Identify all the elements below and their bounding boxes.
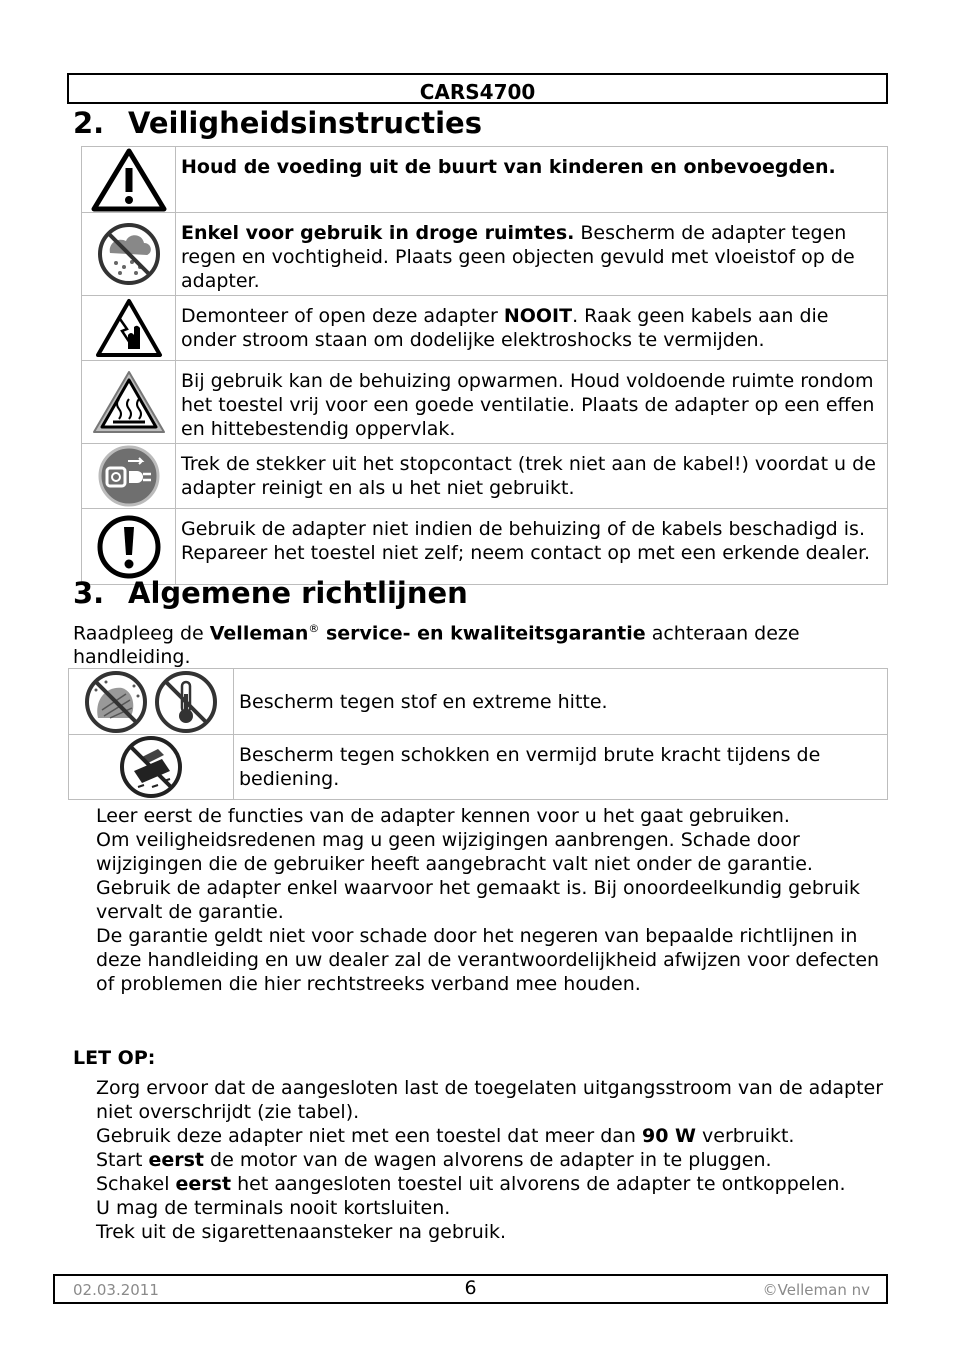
general-text — [234, 735, 888, 800]
unplug-icon — [82, 444, 176, 509]
general-row — [69, 669, 888, 735]
hot-surface-icon — [82, 361, 176, 444]
list-item-text: Schakel — [96, 1173, 176, 1195]
safety-text — [176, 444, 888, 509]
no-dust-no-heat-icon — [69, 669, 234, 735]
section-2-heading — [73, 106, 482, 140]
no-shock-icon — [69, 735, 234, 800]
general-row — [69, 735, 888, 800]
list-item: Leer eerst de functies van de adapter kennen voor u het gaat gebruiken. — [96, 805, 790, 827]
safety-text — [176, 361, 888, 444]
list-item: Om veiligheidsredenen mag u geen wijzigingen aanbrengen. Schade door wijzigingen die de gebruiker heeft aangebracht valt niet onder de garantie. — [96, 829, 813, 875]
safety-body-text: . Raak geen kabels aan die onder stroom staan om dodelijke elektroshocks te vermijden. — [181, 305, 829, 351]
list-item-text: verbruikt. — [696, 1125, 795, 1147]
safety-bold-text: Houd de voeding uit de buurt van kinderen en onbevoegden. — [181, 156, 836, 178]
attention-list — [96, 1076, 886, 1244]
list-item-bold: eerst — [148, 1149, 205, 1171]
safety-text — [176, 147, 888, 213]
intro-paragraph — [73, 617, 888, 669]
list-item-text: Start — [96, 1149, 149, 1171]
no-rain-icon — [82, 213, 176, 296]
safety-table — [81, 146, 888, 585]
list-item: Gebruik de adapter enkel waarvoor het gemaakt is. Bij onoordeelkundig gebruik vervalt de garantie. — [96, 877, 861, 923]
list-item-text: Trek uit de sigarettenaansteker na gebruik. — [96, 1221, 507, 1243]
list-item: De garantie geldt niet voor schade door het negeren van bepaalde richtlijnen in deze handleiding en uw dealer zal de verantwoordelijkheid afwijzen voor defecten of problemen die hier rechtstreeks verband mee houden. — [96, 925, 880, 995]
list-item-text: Zorg ervoor dat de aangesloten last de toegelaten uitgangsstroom van de adapter niet overschrijdt (zie tabel). — [96, 1077, 884, 1123]
section-3-title: Algemene richtlijnen — [128, 576, 468, 610]
safety-bold-text: Enkel voor gebruik in droge ruimtes. — [181, 222, 575, 244]
exclamation-circle-icon — [82, 509, 176, 585]
electric-shock-icon — [82, 296, 176, 361]
intro-text: Raadpleeg de — [73, 622, 210, 645]
section-2-title: Veiligheidsinstructies — [128, 106, 482, 140]
list-item — [96, 1172, 886, 1196]
document-header — [67, 73, 888, 104]
list-item-text: de motor van de wagen alvorens de adapter in te pluggen. — [204, 1149, 772, 1171]
footer-copyright: ©Velleman nv — [762, 1281, 870, 1299]
safety-row — [82, 444, 888, 509]
list-item-text: het aangesloten toestel uit alvorens de adapter te ontkoppelen. — [231, 1173, 846, 1195]
section-2-number: 2. — [73, 106, 105, 140]
list-item-bold: eerst — [175, 1173, 232, 1195]
safety-text — [176, 296, 888, 361]
safety-row — [82, 296, 888, 361]
safety-row — [82, 509, 888, 585]
model-name: CARS4700 — [419, 80, 536, 104]
safety-row — [82, 147, 888, 213]
list-item — [96, 1196, 886, 1220]
intro-bold-text: service- en kwaliteitsgarantie — [319, 622, 646, 645]
section-3-heading — [73, 576, 468, 610]
safety-text — [176, 509, 888, 585]
general-guidelines-list — [96, 804, 886, 996]
list-item-text: Gebruik deze adapter niet met een toestel dat meer dan — [96, 1125, 642, 1147]
list-item — [96, 1220, 886, 1244]
safety-body-text: Gebruik de adapter niet indien de behuizing of de kabels beschadigd is. Repareer het toestel niet zelf; neem contact op met een erkende dealer. — [181, 518, 871, 564]
list-item-bold: 90 W — [641, 1125, 696, 1147]
intro-text: achteraan deze handleiding. — [73, 622, 800, 669]
attention-label: LET OP: — [73, 1047, 156, 1069]
safety-bold-text: NOOIT — [503, 305, 573, 327]
document-footer — [53, 1274, 888, 1304]
safety-body-text: Bescherm de adapter tegen regen en vochtigheid. Plaats geen objecten gevuld met vloeistof op de adapter. — [181, 222, 855, 292]
safety-row — [82, 213, 888, 296]
list-item-text: U mag de terminals nooit kortsluiten. — [96, 1197, 451, 1219]
general-body-text: Bescherm tegen schokken en vermijd brute kracht tijdens de bediening. — [239, 744, 821, 790]
general-body-text: Bescherm tegen stof en extreme hitte. — [239, 690, 608, 713]
list-item — [96, 1076, 886, 1124]
page-number: 6 — [464, 1277, 477, 1299]
list-item — [96, 1124, 886, 1148]
registered-mark: ® — [308, 622, 320, 635]
safety-row — [82, 361, 888, 444]
list-item — [96, 1148, 886, 1172]
safety-body-text: Demonteer of open deze adapter — [181, 305, 504, 327]
brand-name: Velleman — [209, 622, 309, 645]
warning-triangle-icon — [82, 147, 176, 213]
safety-text — [176, 213, 888, 296]
general-text — [234, 669, 888, 735]
section-3-number: 3. — [73, 576, 105, 610]
safety-body-text: Trek de stekker uit het stopcontact (trek niet aan de kabel!) voordat u de adapter reinigt en als u het niet gebruikt. — [181, 453, 876, 499]
safety-body-text: Bij gebruik kan de behuizing opwarmen. Houd voldoende ruimte rondom het toestel vrij voor een goede ventilatie. Plaats de adapter op een effen en hittebestendig oppervlak. — [181, 370, 875, 440]
general-table — [68, 668, 888, 800]
footer-date: 02.03.2011 — [73, 1281, 159, 1299]
